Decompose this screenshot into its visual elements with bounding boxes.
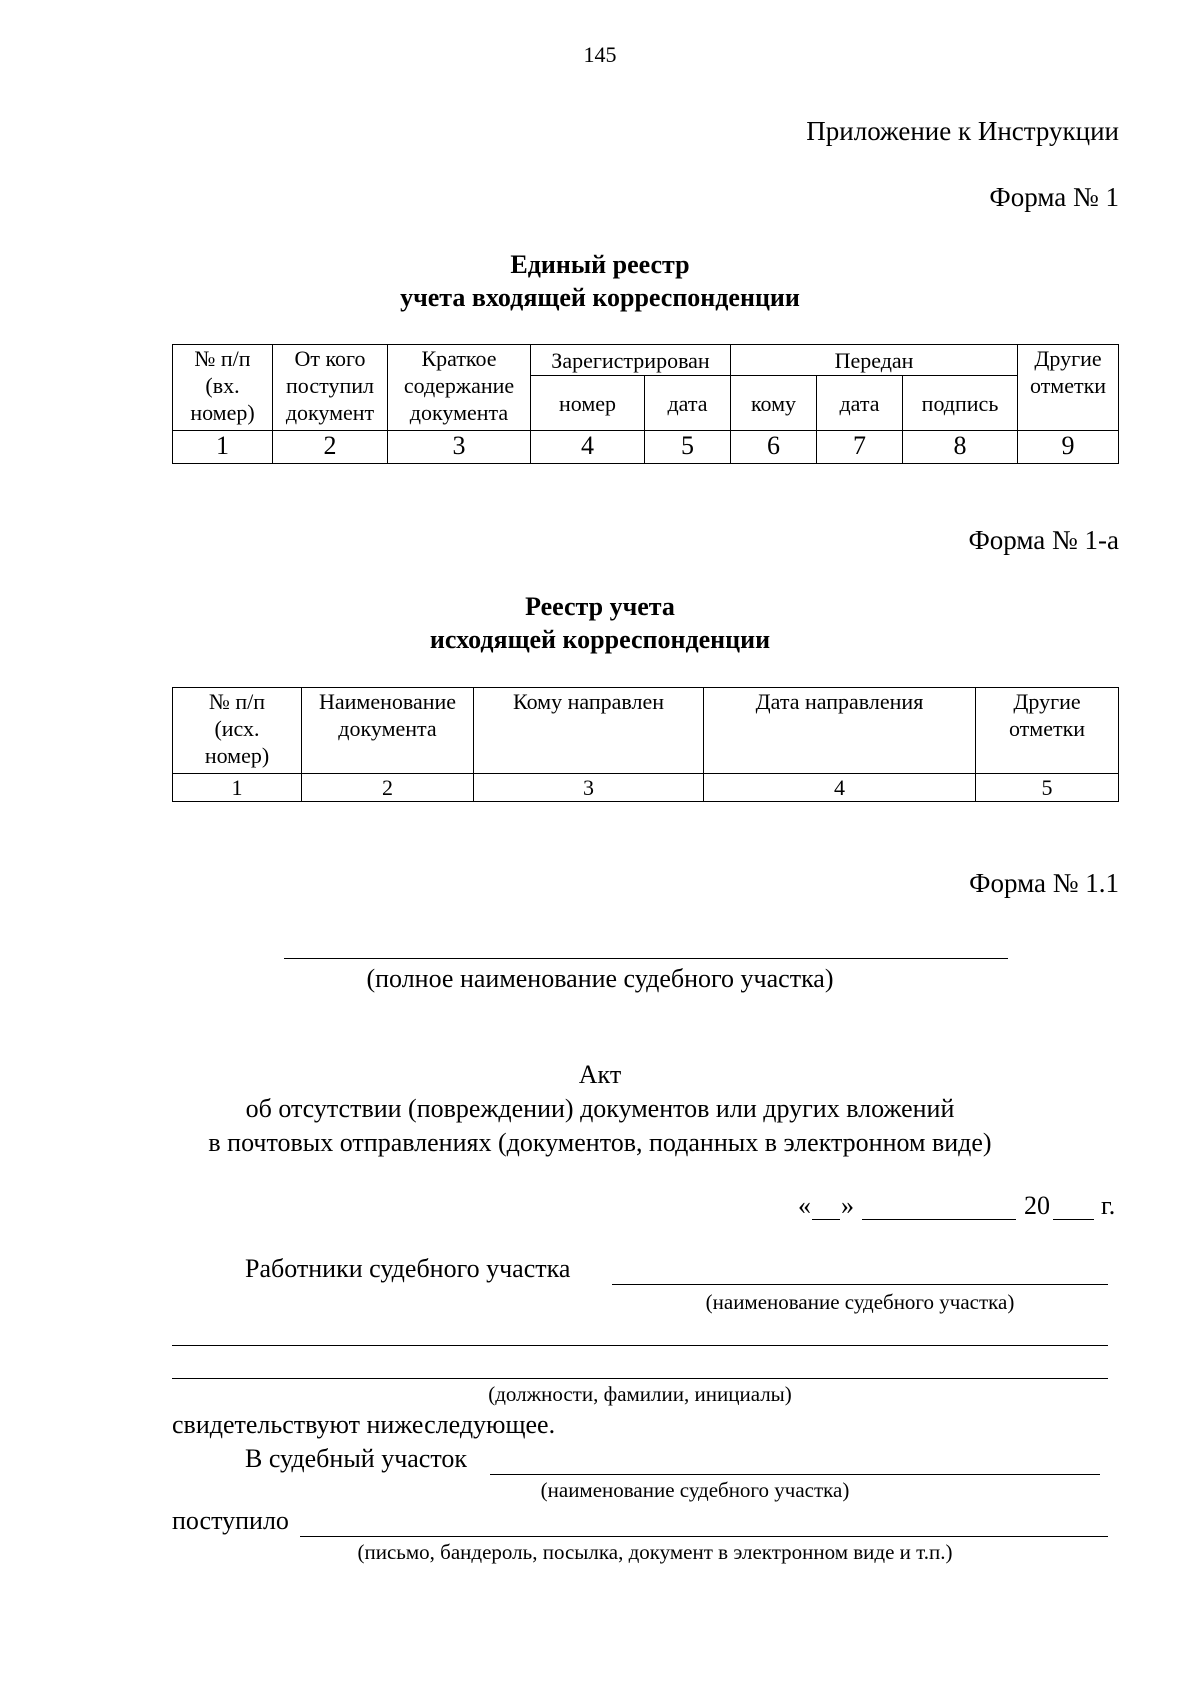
workers-court-caption: (наименование судебного участка): [705, 1290, 1015, 1314]
form11-label: Форма № 1.1: [969, 868, 1119, 898]
header-send-date: Дата направления: [704, 688, 976, 774]
form1-label: Форма № 1: [989, 182, 1119, 212]
to-court-caption: (наименование судебного участка): [540, 1478, 850, 1502]
page-number: 145: [583, 42, 617, 67]
col-number: 1: [173, 431, 273, 464]
to-court-label: В судебный участок: [245, 1444, 468, 1473]
col-number: 2: [302, 774, 474, 802]
form1a-title-line1: Реестр учета: [525, 592, 675, 621]
date-year-prefix: 20: [1024, 1191, 1050, 1220]
column-numbers-row: [173, 774, 1119, 802]
col-number: 5: [976, 774, 1119, 802]
header-number: № п/п (вх. номер): [173, 345, 273, 431]
header-signature: подпись: [903, 376, 1018, 431]
header-summary: Краткое содержание документа: [388, 345, 531, 431]
appendix-label: Приложение к Инструкции: [806, 116, 1119, 146]
header-transfer-date: дата: [817, 376, 903, 431]
received-line: [300, 1536, 1108, 1537]
col-number: 8: [903, 431, 1018, 464]
court-name-caption: (полное наименование судебного участка): [366, 964, 834, 993]
act-subtitle-line2: в почтовых отправлениях (документов, поданных в электронном виде): [208, 1128, 992, 1157]
col-number: 4: [704, 774, 976, 802]
header-to-whom: кому: [731, 376, 817, 431]
col-number: 3: [388, 431, 531, 464]
form1a-title-line2: исходящей корреспонденции: [429, 625, 771, 654]
workers-court-line: [612, 1284, 1108, 1285]
positions-line-1: [172, 1345, 1108, 1346]
header-other: Другие отметки: [1018, 345, 1119, 431]
positions-caption: (должности, фамилии, инициалы): [488, 1382, 792, 1406]
act-subtitle-line1: об отсутствии (повреждении) документов или других вложений: [245, 1094, 955, 1123]
col-number: 2: [273, 431, 388, 464]
year-blank-line: [1053, 1219, 1094, 1220]
incoming-register-table: [172, 344, 1119, 464]
form1-title-line2: учета входящей корреспонденции: [400, 283, 800, 312]
date-open-quote: «: [798, 1191, 811, 1220]
date-year-suffix: г.: [1101, 1191, 1116, 1220]
header-registered: Зарегистрирован: [531, 345, 731, 376]
court-name-line: [284, 958, 1008, 959]
col-number: 3: [474, 774, 704, 802]
received-caption: (письмо, бандероль, посылка, документ в электронном виде и т.п.): [357, 1540, 953, 1564]
col-number: 6: [731, 431, 817, 464]
month-blank-line: [862, 1219, 1016, 1220]
date-close-quote: »: [841, 1191, 854, 1220]
col-number: 7: [817, 431, 903, 464]
to-court-line: [490, 1474, 1100, 1475]
header-transferred: Передан: [731, 345, 1018, 376]
workers-label: Работники судебного участка: [245, 1254, 571, 1283]
col-number: 5: [645, 431, 731, 464]
header-reg-number: номер: [531, 376, 645, 431]
header-from: От кого поступил документ: [273, 345, 388, 431]
form1a-label: Форма № 1-а: [968, 525, 1119, 555]
certify-text: свидетельствуют нижеследующее.: [172, 1410, 556, 1439]
act-title: Акт: [578, 1060, 622, 1089]
day-blank-line: [812, 1219, 840, 1220]
col-number: 1: [173, 774, 302, 802]
col-number: 4: [531, 431, 645, 464]
positions-line-2: [172, 1378, 1108, 1379]
header-other: Другие отметки: [976, 688, 1119, 774]
header-addressee: Кому направлен: [474, 688, 704, 774]
col-number: 9: [1018, 431, 1119, 464]
received-label: поступило: [172, 1506, 289, 1535]
header-number: № п/п (исх. номер): [173, 688, 302, 774]
outgoing-register-table: [172, 687, 1119, 802]
header-document-name: Наименование документа: [302, 688, 474, 774]
column-numbers-row: [173, 431, 1119, 464]
header-reg-date: дата: [645, 376, 731, 431]
form1-title-line1: Единый реестр: [510, 250, 690, 279]
